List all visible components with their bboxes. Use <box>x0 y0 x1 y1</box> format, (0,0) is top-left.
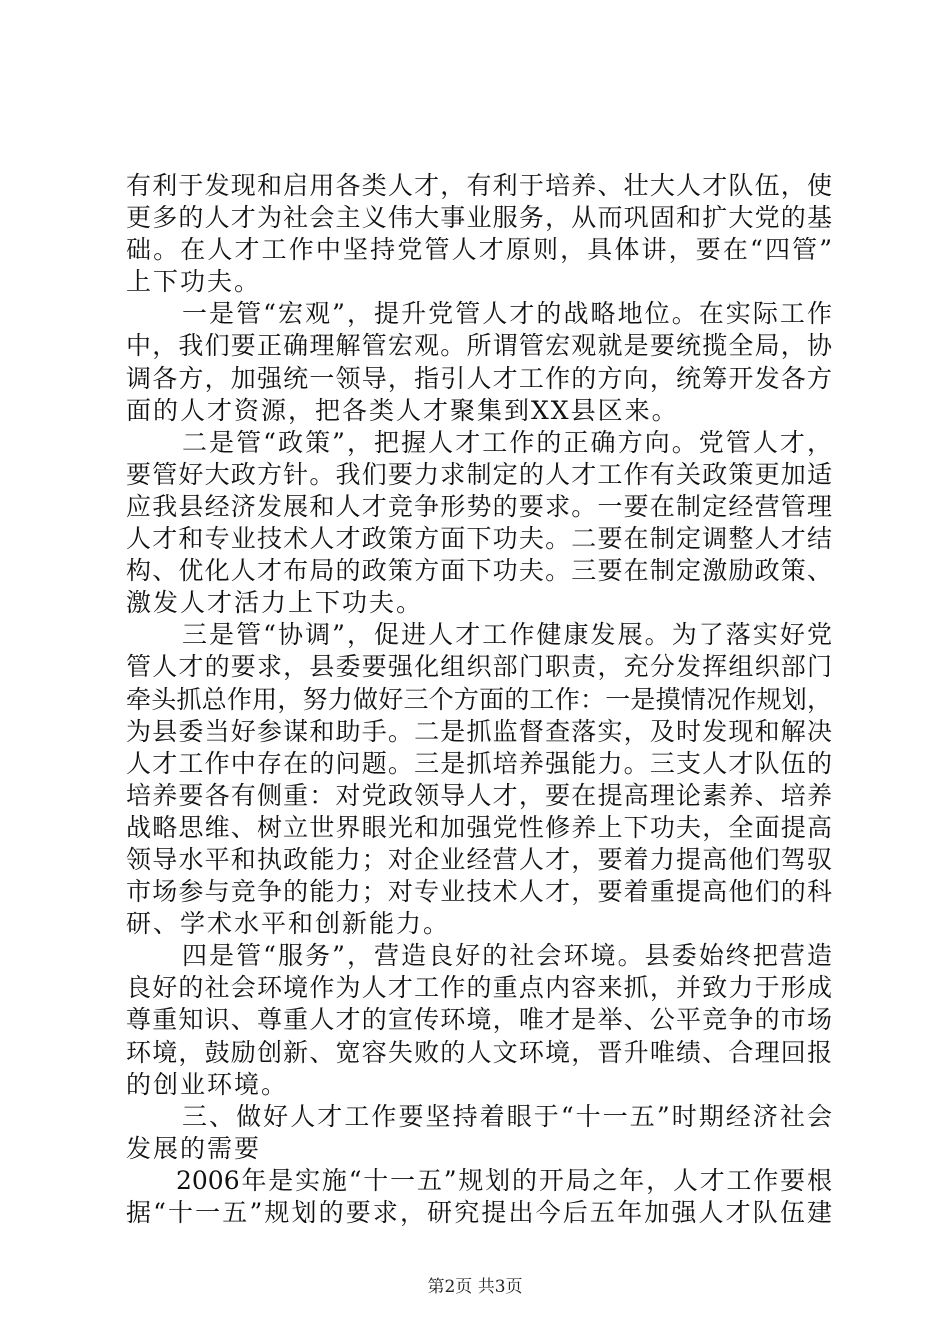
text-line: 础。在人才工作中坚持党管人才原则，具体讲，要在“四管” <box>126 235 832 265</box>
paragraph-first-line: 一是管“宏观”，提升党管人才的战略地位。在实际工作 <box>182 299 832 329</box>
body-text <box>126 170 832 1229</box>
paragraph-first-line: 四是管“服务”，营造良好的社会环境。县委始终把营造 <box>182 941 832 971</box>
text-line: 为县委当好参谋和助手。二是抓监督查落实，及时发现和解决 <box>126 716 832 746</box>
text-line: 研、学术水平和创新能力。 <box>126 909 451 939</box>
text-line: 更多的人才为社会主义伟大事业服务，从而巩固和扩大党的基 <box>126 203 832 233</box>
text-line: 牵头抓总作用，努力做好三个方面的工作：一是摸情况作规划， <box>126 684 832 714</box>
page-footer <box>0 1272 950 1297</box>
text-line: 构、优化人才布局的政策方面下功夫。三要在制定激励政策、 <box>126 556 832 586</box>
text-line: 领导水平和执政能力；对企业经营人才，要着力提高他们驾驭 <box>126 844 832 874</box>
text-line: 激发人才活力上下功夫。 <box>126 588 424 618</box>
section-heading-line: 三、做好人才工作要坚持着眼于“十一五”时期经济社会 <box>182 1101 832 1131</box>
text-line: 人才工作中存在的问题。三是抓培养强能力。三支人才队伍的 <box>126 748 832 778</box>
text-line: 中，我们要正确理解管宏观。所谓管宏观就是要统揽全局，协 <box>126 331 832 361</box>
text-line: 面的人才资源，把各类人才聚集到XX县区来。 <box>126 395 679 425</box>
text-line: 市场参与竞争的能力；对专业技术人才，要着重提高他们的科 <box>126 877 832 907</box>
text-line: 要管好大政方针。我们要力求制定的人才工作有关政策更加适 <box>126 459 832 489</box>
text-line: 的创业环境。 <box>126 1069 289 1099</box>
text-line: 培养要各有侧重：对党政领导人才，要在提高理论素养、培养 <box>126 780 832 810</box>
text-line: 尊重知识、尊重人才的宣传环境，唯才是举、公平竞争的市场 <box>126 1005 832 1035</box>
paragraph-first-line: 二是管“政策”，把握人才工作的正确方向。党管人才， <box>182 427 832 457</box>
text-line: 据“十一五”规划的要求，研究提出今后五年加强人才队伍建 <box>126 1198 832 1227</box>
paragraph-first-line: 三是管“协调”，促进人才工作健康发展。为了落实好党 <box>182 620 832 650</box>
section-heading-line: 发展的需要 <box>126 1133 262 1163</box>
paragraph-first-line: 2006年是实施“十一五”规划的开局之年，人才工作要根 <box>176 1165 832 1195</box>
text-line: 环境，鼓励创新、宽容失败的人文环境，晋升唯绩、合理回报 <box>126 1037 832 1067</box>
text-line: 有利于发现和启用各类人才，有利于培养、壮大人才队伍，使 <box>126 171 832 200</box>
text-line: 人才和专业技术人才政策方面下功夫。二要在制定调整人才结 <box>126 524 832 554</box>
text-line: 战略思维、树立世界眼光和加强党性修养上下功夫，全面提高 <box>126 812 832 842</box>
text-line: 应我县经济发展和人才竞争形势的要求。一要在制定经营管理 <box>126 491 832 521</box>
text-line: 调各方，加强统一领导，指引人才工作的方向，统筹开发各方 <box>126 363 832 393</box>
text-line: 良好的社会环境作为人才工作的重点内容来抓，并致力于形成 <box>126 973 832 1003</box>
page-number-label: 第2页 共3页 <box>427 1277 523 1297</box>
text-line: 上下功夫。 <box>126 267 262 297</box>
text-line: 管人才的要求，县委要强化组织部门职责，充分发挥组织部门 <box>126 652 832 682</box>
